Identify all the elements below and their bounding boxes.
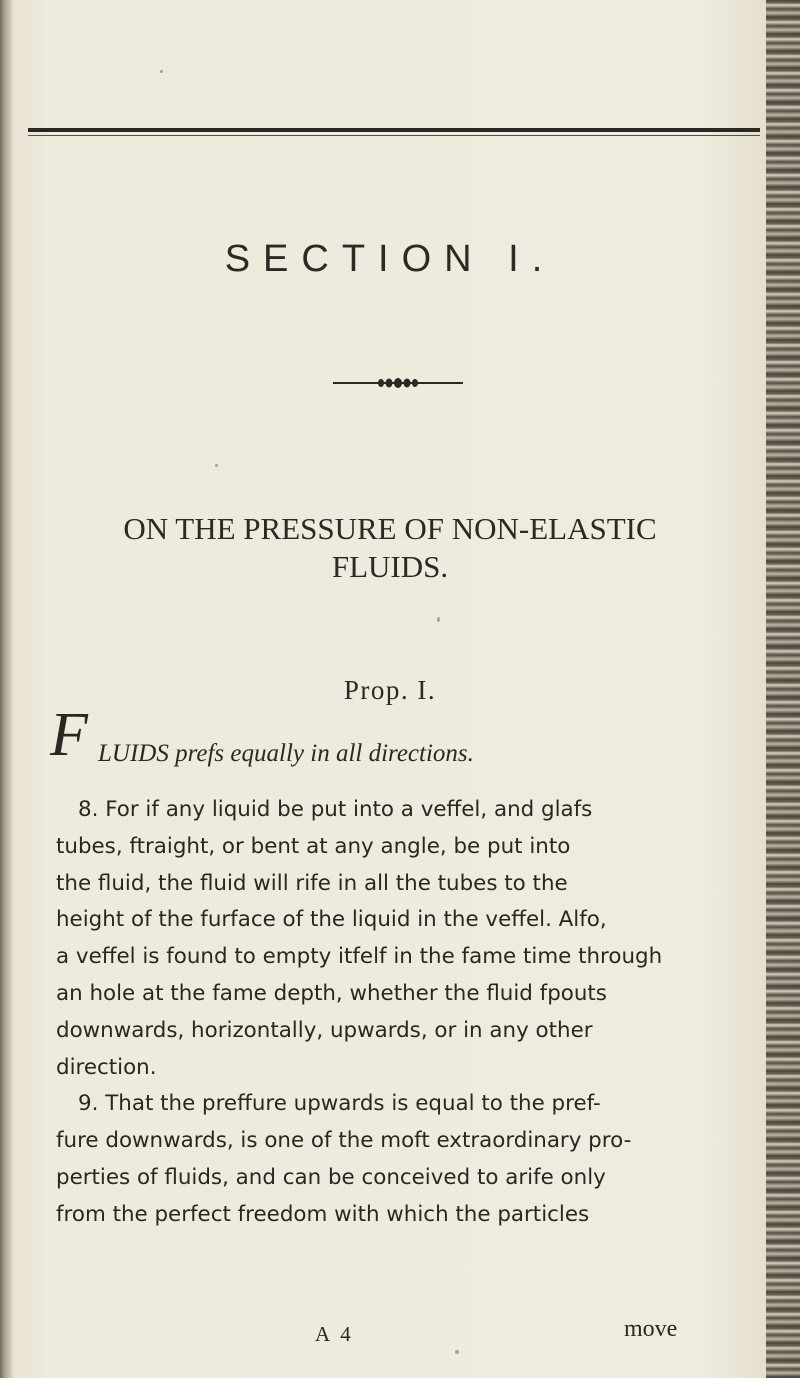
header-rule-thin xyxy=(28,135,760,136)
text-line: downwards, horizontally, upwards, or in any other xyxy=(56,1017,593,1043)
catchword: move xyxy=(624,1316,678,1342)
text-line: 8. For if any liquid be put into a veffel, and glafs xyxy=(78,797,593,822)
ornament-divider xyxy=(333,378,463,388)
ornament-bead xyxy=(412,379,418,387)
text-line: direction. xyxy=(56,1054,157,1080)
chapter-title xyxy=(0,510,780,586)
chapter-title-line-2: FLUIDS. xyxy=(331,549,449,584)
proposition-heading: Prop. I. xyxy=(343,675,437,705)
paper-speck xyxy=(160,70,163,73)
paper-speck xyxy=(437,617,440,622)
paper-speck xyxy=(455,1350,459,1354)
proposition-statement xyxy=(50,701,770,770)
text-line: perties of fluids, and can be conceived to arife only xyxy=(56,1164,606,1190)
paper-speck xyxy=(215,464,218,467)
ornament-bead xyxy=(394,378,402,388)
chapter-title-line-1: ON THE PRESSURE OF NON-ELASTIC xyxy=(123,511,657,546)
text-line: tubes, ftraight, or bent at any angle, be put into xyxy=(56,833,571,859)
text-line: 9. That the preffure upwards is equal to the pref- xyxy=(78,1091,601,1117)
text-line: an hole at the fame depth, whether the fluid fpouts xyxy=(56,980,607,1006)
paragraph-8 xyxy=(56,792,728,1086)
text-line: height of the furface of the liquid in the veffel. Alfo, xyxy=(56,907,607,933)
section-heading: SECTION I. xyxy=(224,238,556,280)
text-line: fure downwards, is one of the moft extraordinary pro- xyxy=(56,1128,632,1154)
signature-mark: A 4 xyxy=(315,1322,354,1346)
paragraph-9 xyxy=(56,1086,728,1233)
text-line: a veffel is found to empty itfelf in the fame time through xyxy=(56,944,663,970)
ornament-bead xyxy=(404,379,411,388)
text-line: the fluid, the fluid will rife in all the tubes to the xyxy=(56,870,568,896)
body-text xyxy=(56,792,728,1234)
text-line: from the perfect freedom with which the particles xyxy=(56,1201,590,1227)
proposition-text: LUIDS prefs equally in all directions. xyxy=(98,740,474,767)
header-rule-thick xyxy=(28,128,760,132)
ornament-bead xyxy=(378,379,384,387)
ornament-bead xyxy=(386,379,393,388)
drop-cap: F xyxy=(50,701,88,769)
